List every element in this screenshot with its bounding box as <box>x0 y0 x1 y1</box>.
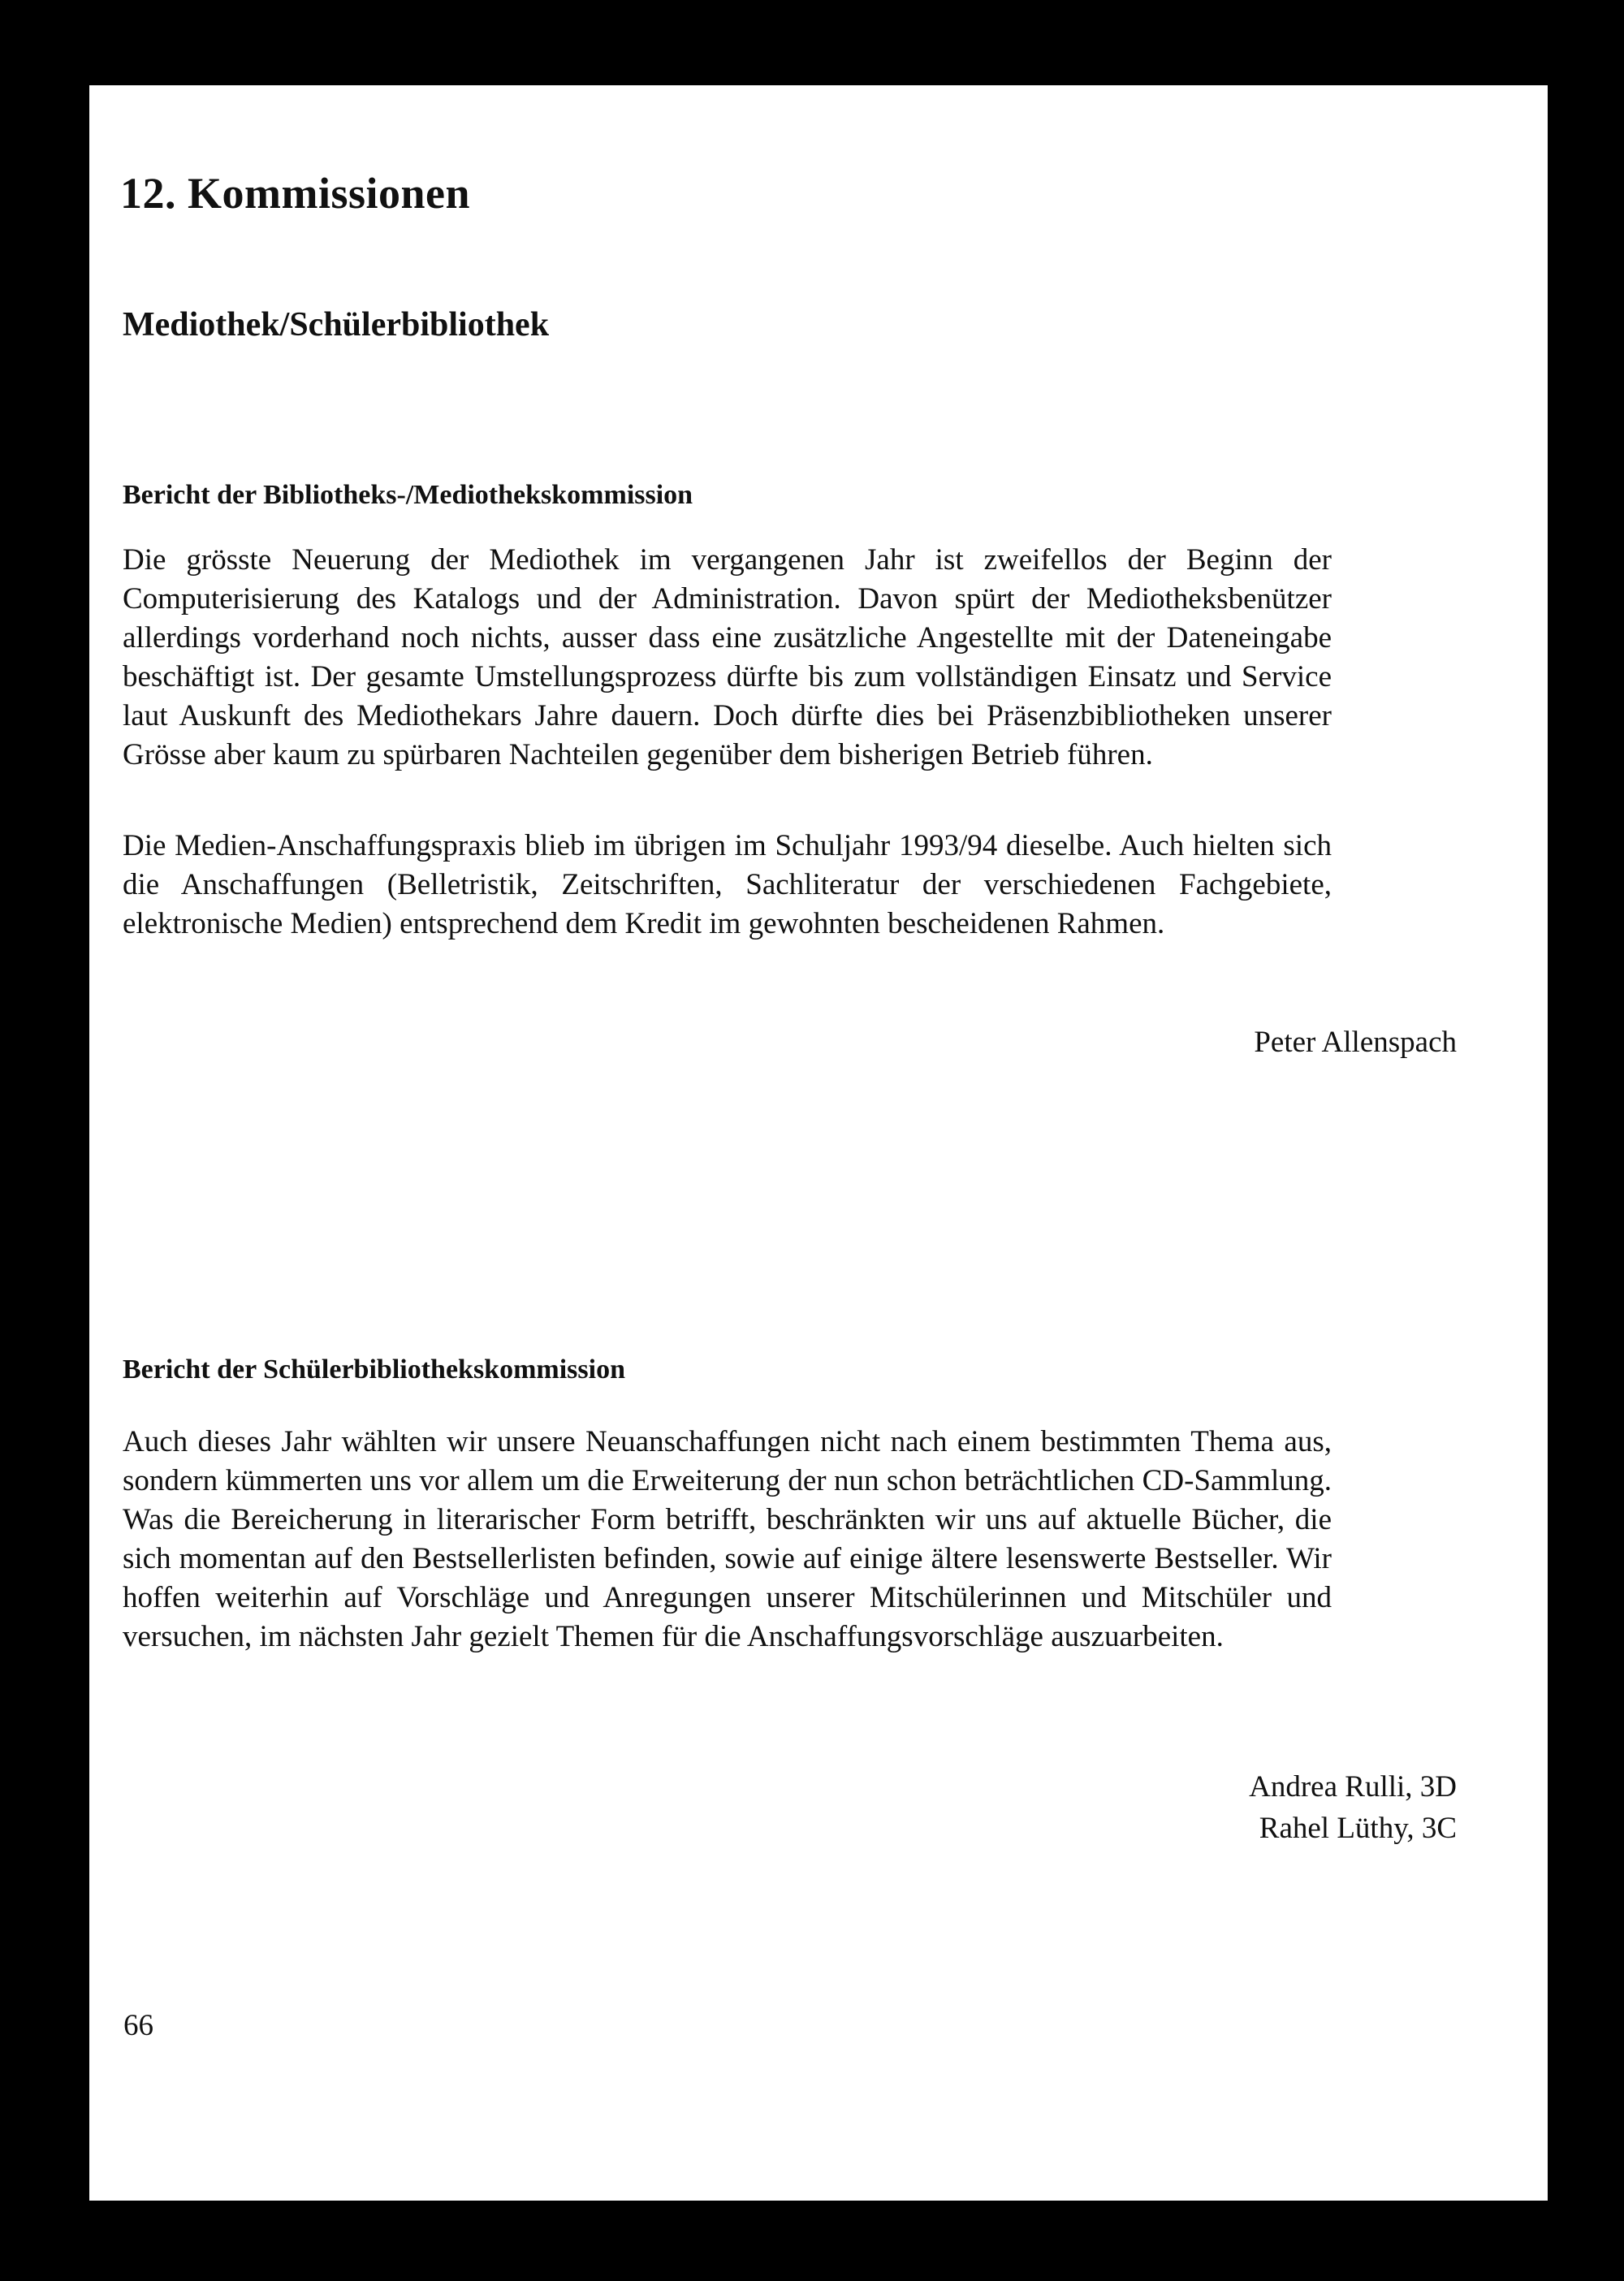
section-title: Mediothek/Schülerbibliothek <box>123 306 550 343</box>
report-1-signature: Peter Allenspach <box>1254 1026 1457 1059</box>
report-1-paragraph-1: Die grösste Neuerung der Mediothek im vergangenen Jahr ist zweifellos der Beginn der Computerisierung des Katalogs und der Administration. Davon spürt der Mediotheksbenützer allerdings vorderhand noch nichts, ausser dass eine zusätzliche Angestellte mit der Dateneingabe beschäftigt ist. Der gesamte Umstellungsprozess dürfte bis zum vollständigen Einsatz und Service laut Auskunft des Mediothekars Jahre dauern. Doch dürfte dies bei Präsenzbibliotheken unserer Grösse aber kaum zu spürbaren Nachteilen gegenüber dem bisherigen Betrieb führen. <box>123 543 1332 771</box>
chapter-title: 12. Kommissionen <box>120 169 471 218</box>
report-1-paragraph-2: Die Medien-Anschaffungspraxis blieb im übrigen im Schuljahr 1993/94 dieselbe. Auch hielten sich die Anschaffungen (Belletristik, Zeitschriften, Sachliteratur der verschiedenen Fachgebiete, elektronische Medien) entsprechend dem Kredit im gewohnten bescheidenen Rahmen. <box>123 829 1332 940</box>
report-1-title: Bericht der Bibliotheks-/Mediothekskommission <box>123 480 693 510</box>
document-page <box>89 85 1548 2201</box>
report-2-title: Bericht der Schülerbibliothekskommission <box>123 1354 625 1385</box>
report-2-signature-2: Rahel Lüthy, 3C <box>1259 1812 1457 1845</box>
report-2-signature-1: Andrea Rulli, 3D <box>1249 1770 1457 1804</box>
page-number: 66 <box>123 2009 153 2042</box>
report-2-paragraph-1: Auch dieses Jahr wählten wir unsere Neuanschaffungen nicht nach einem bestimmten Thema aus, sondern kümmerten uns vor allem um die Erweiterung der nun schon beträchtlichen CD-Sammlung. Was die Bereicherung in literarischer Form betrifft, beschränkten wir uns auf aktuelle Bücher, die sich momentan auf den Bestsellerlisten befinden, sowie auf einige ältere lesenswerte Bestseller. Wir hoffen weiterhin auf Vorschläge und Anregungen unserer Mitschülerinnen und Mitschüler und versuchen, im nächsten Jahr gezielt Themen für die Anschaffungsvorschläge auszuarbeiten. <box>123 1425 1332 1653</box>
